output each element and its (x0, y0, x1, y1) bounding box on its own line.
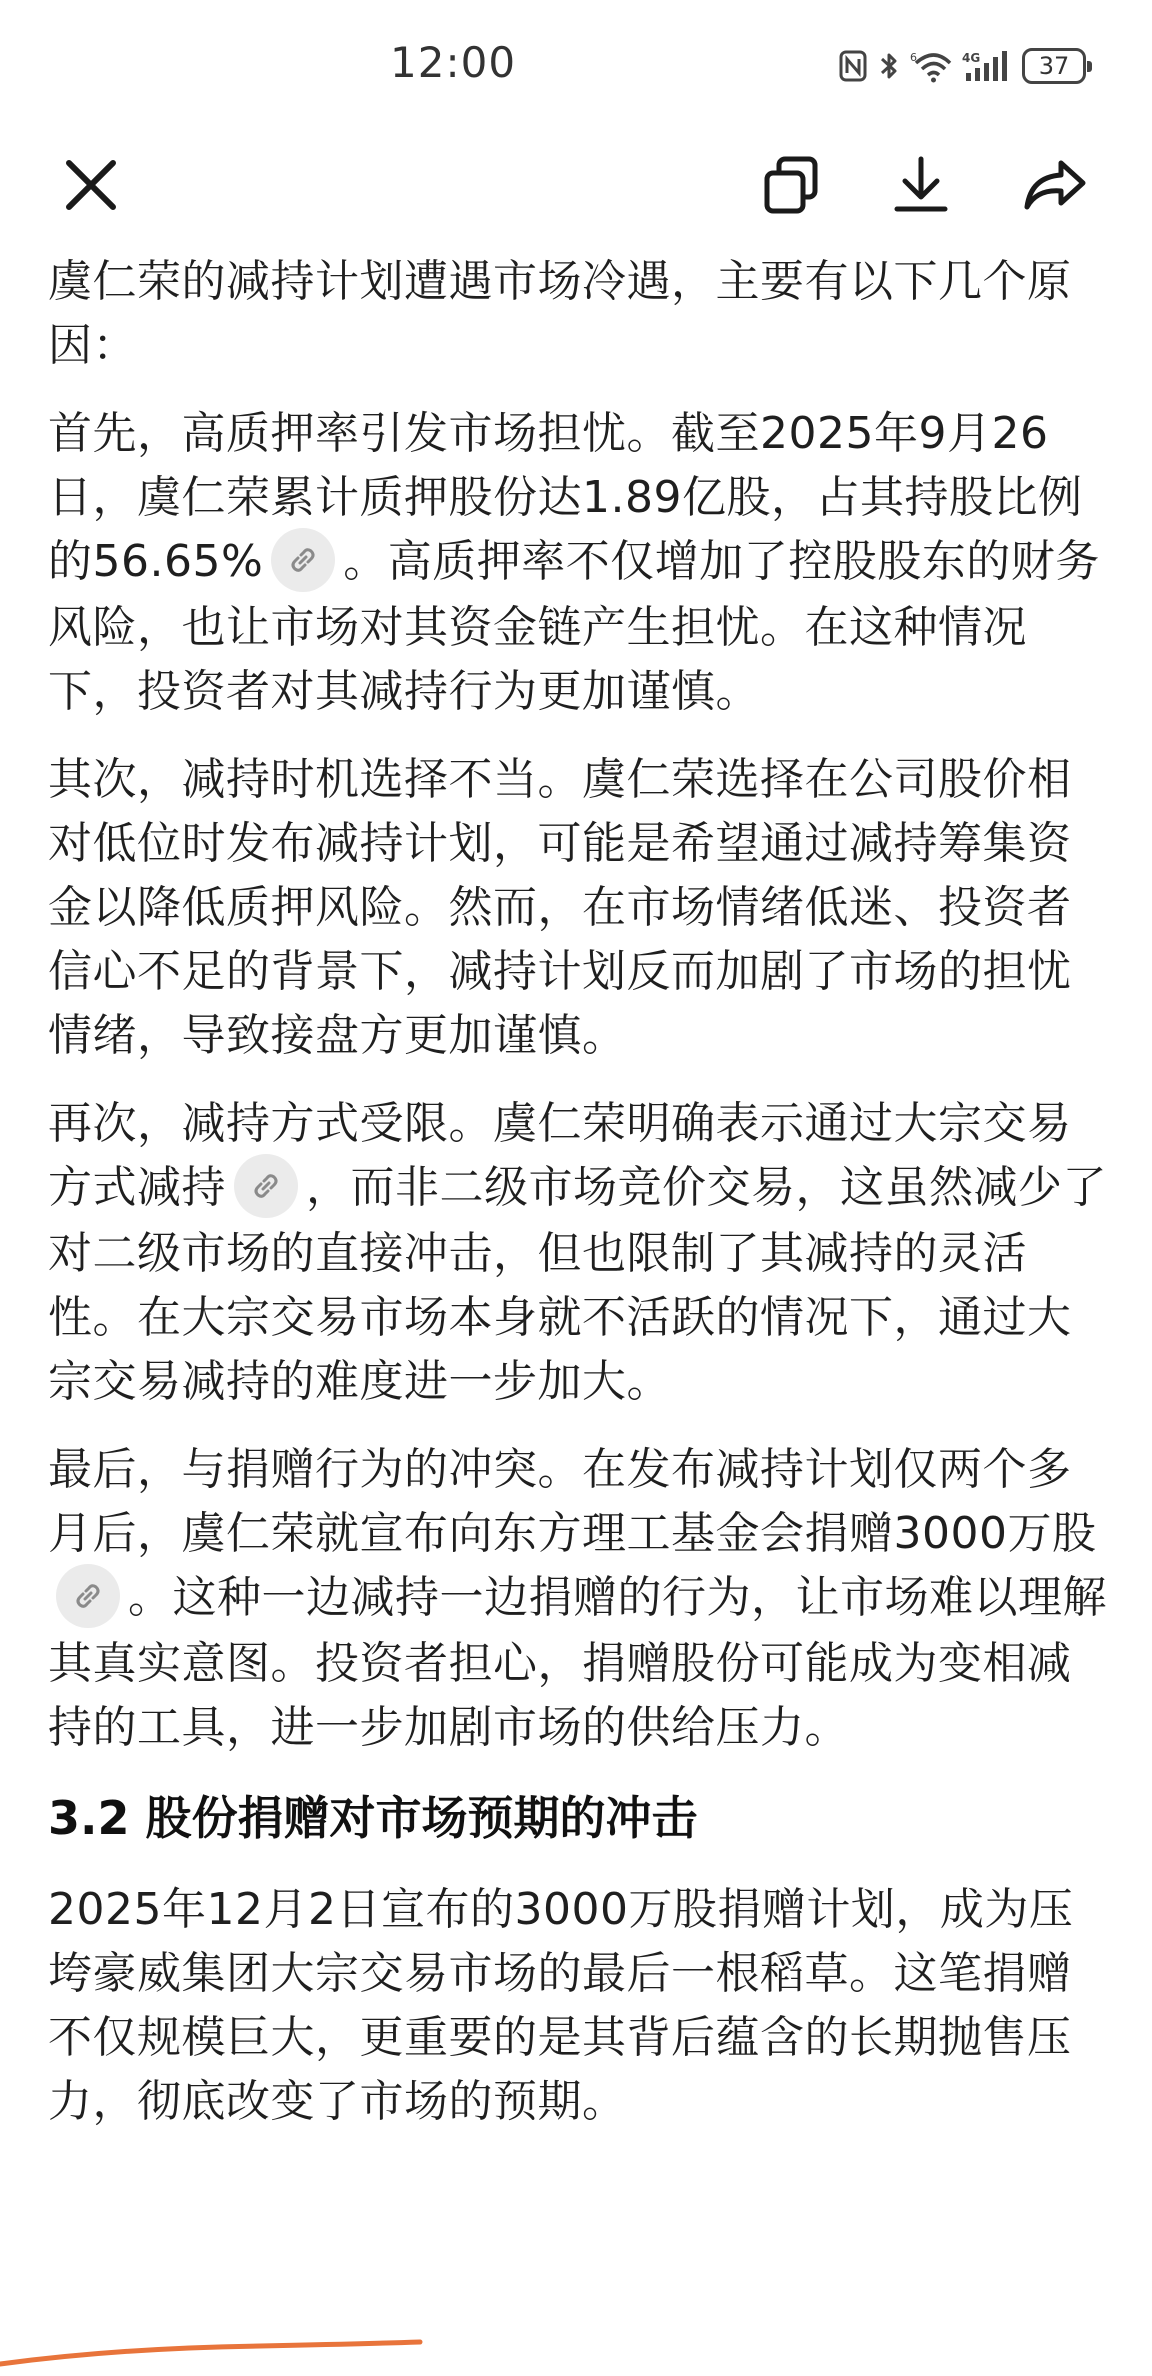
citation-link[interactable] (56, 1564, 120, 1628)
battery-icon (1022, 48, 1086, 84)
paragraph-text: ，而非二级市场竞价交易，这虽然减少了对二级市场的直接冲击，但也限制了其减持的灵活性。在大宗交易市场本身就不活跃的情况下，通过大宗交易减持的难度进一步加大。 (48, 1162, 1107, 1407)
article-content (48, 250, 1108, 2158)
citation-link[interactable] (271, 528, 335, 592)
paragraph-timing: 其次，减持时机选择不当。虞仁荣选择在公司股价相对低位时发布减持计划，可能是希望通过减持筹集资金以降低质押风险。然而，在市场情绪低迷、投资者信心不足的背景下，减持计划反而加剧了市场的担忧情绪，导致接盘方更加谨慎。 (48, 754, 1072, 1061)
network-type: 4G (962, 51, 981, 65)
status-bar (0, 0, 1152, 130)
citation-link[interactable] (234, 1154, 298, 1218)
intro-paragraph: 虞仁荣的减持计划遭遇市场冷遇，主要有以下几个原因： (48, 256, 1072, 371)
signal-icon (962, 49, 1012, 83)
toolbar (0, 140, 1152, 240)
nfc-icon (838, 49, 868, 83)
paragraph-text: 。这种一边减持一边捐赠的行为，让市场难以理解其真实意图。投资者担心，捐赠股份可能成为变相减持的工具，进一步加剧市场的供给压力。 (48, 1572, 1107, 1753)
status-time: 12:00 (390, 38, 517, 87)
status-icons (838, 44, 1086, 88)
paragraph-text: 最后，与捐赠行为的冲突。在发布减持计划仅两个多月后，虞仁荣就宣布向东方理工基金会捐赠3000万股 (48, 1444, 1097, 1559)
wifi-icon (910, 49, 952, 83)
share-icon (1023, 155, 1087, 215)
close-icon (63, 157, 119, 213)
paragraph-pledge (48, 402, 1108, 724)
link-icon (250, 1170, 282, 1202)
svg-text:6: 6 (910, 51, 917, 64)
paragraph-method (48, 1092, 1108, 1414)
paragraph-text: 首先，高质押率引发市场担忧。截至2025年9月26日，虞仁荣累计质押股份达1.89亿股，占其持股比例的56.65% (48, 408, 1083, 587)
share-button[interactable] (1010, 140, 1100, 230)
close-button[interactable] (46, 140, 136, 230)
battery-level: 37 (1038, 52, 1070, 80)
paragraph-text: 。高质押率不仅增加了控股股东的财务风险，也让市场对其资金链产生担忧。在这种情况下，投资者对其减持行为更加谨慎。 (48, 536, 1100, 717)
link-icon (72, 1580, 104, 1612)
bluetooth-icon (878, 49, 900, 83)
paragraph-text: 再次，减持方式受限。虞仁荣明确表示通过大宗交易方式减持 (48, 1098, 1072, 1213)
paragraph-impact: 2025年12月2日宣布的3000万股捐赠计划，成为压垮豪威集团大宗交易市场的最后一根稻草。这笔捐赠不仅规模巨大，更重要的是其背后蕴含的长期抛售压力，彻底改变了市场的预期。 (48, 1884, 1074, 2127)
highlight-stroke (0, 2330, 1152, 2376)
paragraph-donation (48, 1438, 1108, 1760)
section-title: 3.2 股份捐赠对市场预期的冲击 (48, 1791, 698, 1845)
download-icon (891, 155, 951, 215)
download-button[interactable] (876, 140, 966, 230)
copy-button[interactable] (746, 140, 836, 230)
copy-icon (761, 155, 821, 215)
link-icon (287, 544, 319, 576)
